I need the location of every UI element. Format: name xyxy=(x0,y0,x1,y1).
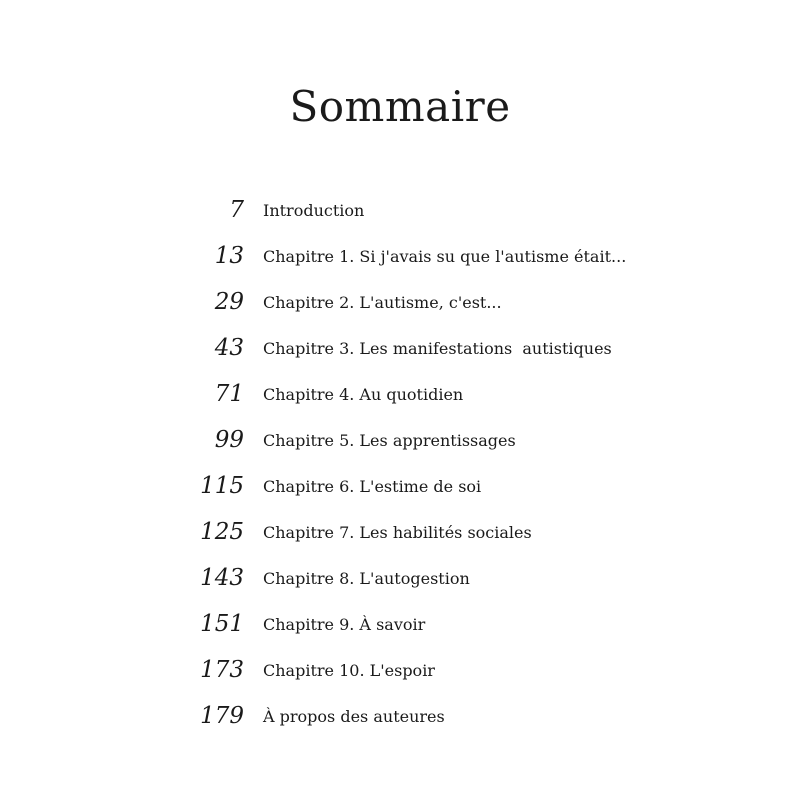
toc-entry-label: Chapitre 2. L'autisme, c'est... xyxy=(263,293,502,312)
toc-entry-label: Chapitre 1. Si j'avais su que l'autisme était... xyxy=(263,247,627,266)
toc-entry-chapter-4 xyxy=(0,379,800,425)
toc-entry-chapter-1 xyxy=(0,241,800,287)
toc-entry-label: Chapitre 10. L'espoir xyxy=(263,661,435,680)
toc-entry-label: Chapitre 4. Au quotidien xyxy=(263,385,464,404)
page-title: Sommaire xyxy=(289,82,511,131)
toc-page-number: 71 xyxy=(214,381,244,407)
toc-page-number: 173 xyxy=(200,657,244,683)
toc-page-number: 99 xyxy=(214,427,244,453)
toc-page-number: 115 xyxy=(200,473,244,499)
toc-entry-label: Chapitre 8. L'autogestion xyxy=(263,569,470,588)
toc-entry-chapter-10 xyxy=(0,655,800,701)
toc-entry-about-authors xyxy=(0,701,800,747)
table-of-contents xyxy=(0,195,800,747)
toc-page-number: 7 xyxy=(229,197,244,223)
toc-page-number: 151 xyxy=(200,611,244,637)
toc-entry-chapter-8 xyxy=(0,563,800,609)
toc-page-number: 29 xyxy=(214,289,244,315)
toc-entry-label: Chapitre 5. Les apprentissages xyxy=(263,431,516,450)
toc-entry-chapter-9 xyxy=(0,609,800,655)
toc-entry-label: Chapitre 9. À savoir xyxy=(263,615,426,634)
toc-page-number: 13 xyxy=(214,243,244,269)
toc-entry-chapter-6 xyxy=(0,471,800,517)
toc-entry-label: À propos des auteures xyxy=(263,707,445,726)
toc-entry-label: Chapitre 6. L'estime de soi xyxy=(263,477,482,496)
toc-entry-introduction xyxy=(0,195,800,241)
toc-entry-chapter-3 xyxy=(0,333,800,379)
toc-entry-chapter-2 xyxy=(0,287,800,333)
toc-entry-label: Chapitre 7. Les habilités sociales xyxy=(263,523,532,542)
toc-page-number: 125 xyxy=(200,519,244,545)
toc-page-number: 143 xyxy=(200,565,244,591)
toc-page-number: 179 xyxy=(200,703,244,729)
toc-entry-label: Introduction xyxy=(263,201,365,220)
toc-entry-chapter-5 xyxy=(0,425,800,471)
toc-entry-chapter-7 xyxy=(0,517,800,563)
toc-page-number: 43 xyxy=(214,335,244,361)
toc-entry-label: Chapitre 3. Les manifestations autistiques xyxy=(263,339,612,358)
